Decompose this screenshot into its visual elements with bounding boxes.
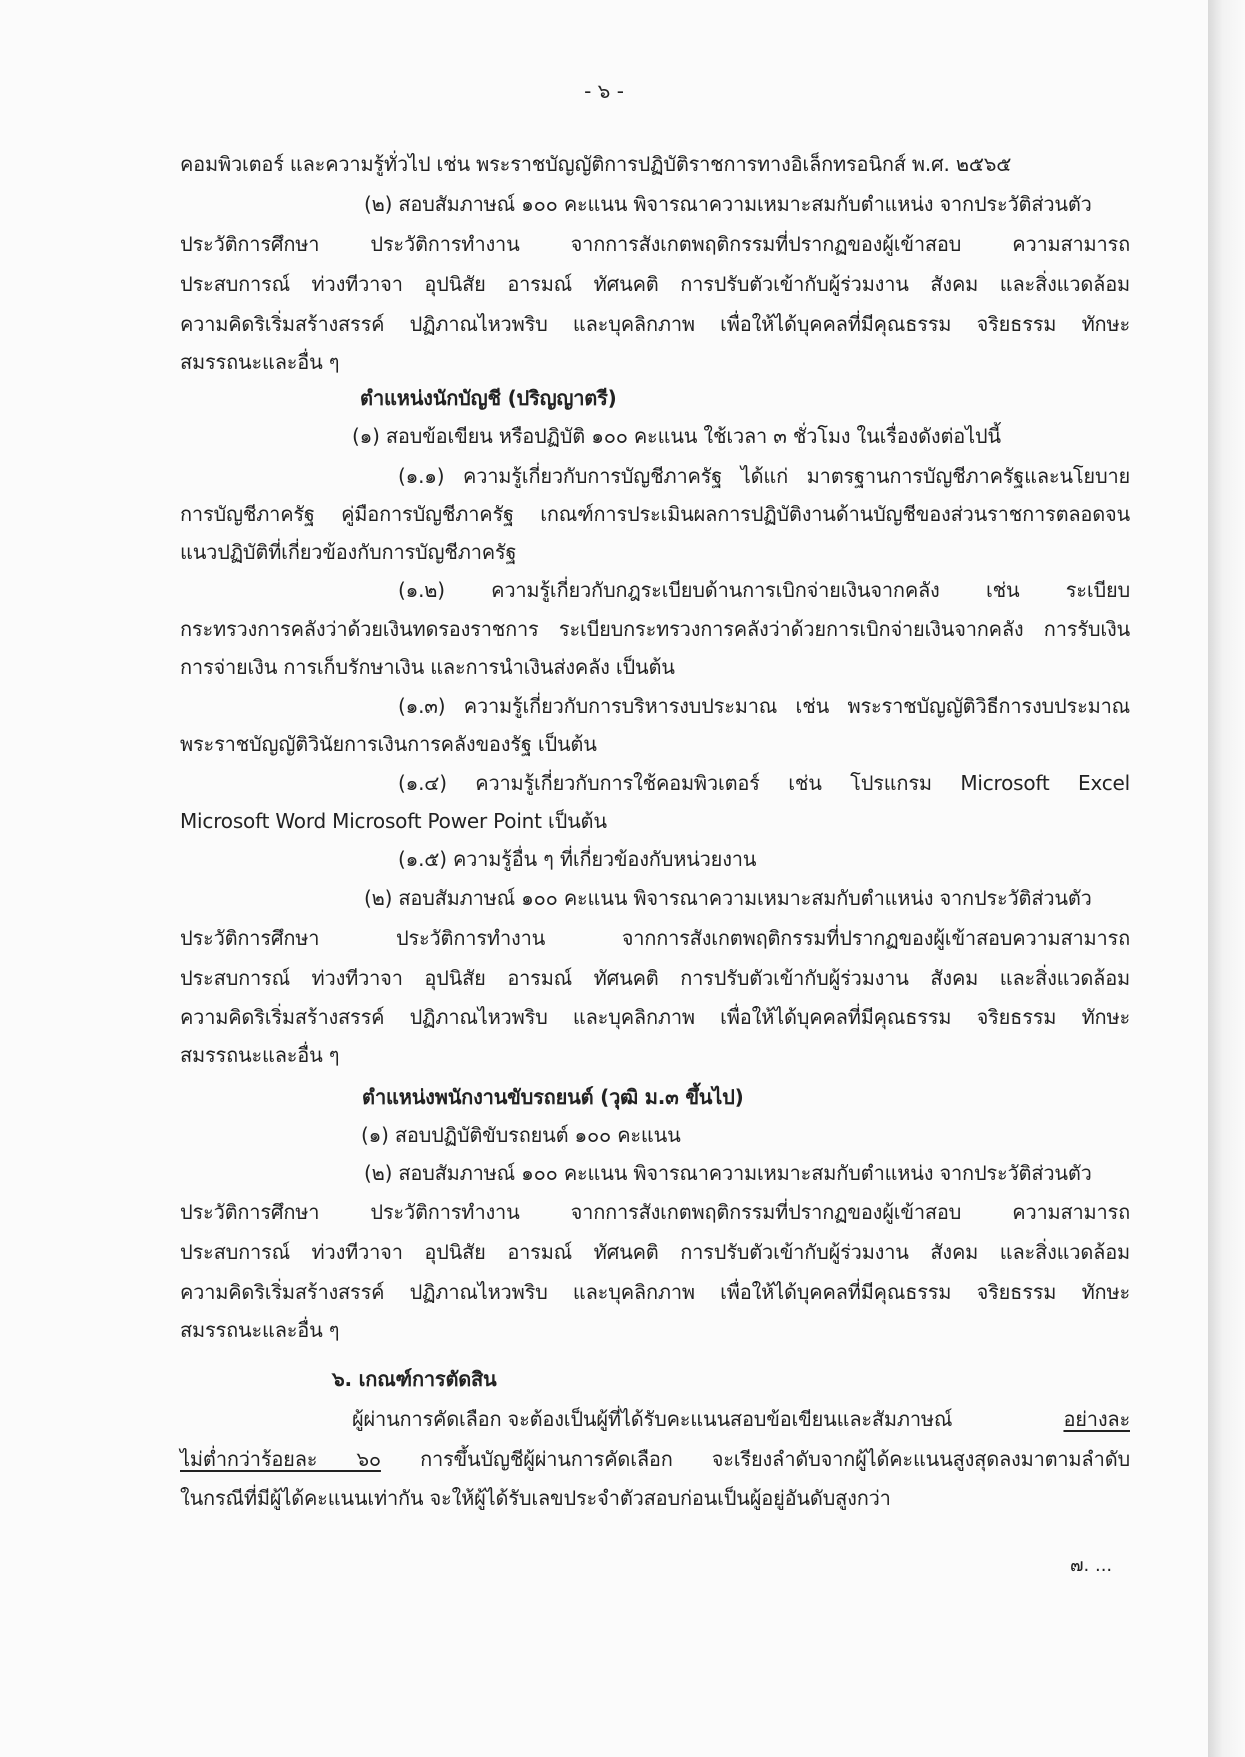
body-line: ประสบการณ์ ท่วงทีวาจา อุปนิสัย อารมณ์ ทัศนคติ การปรับตัวเข้ากับผู้ร่วมงาน สังคม และสิ่งแวดล้อม xyxy=(180,966,1130,990)
body-line: สมรรถนะและอื่น ๆ xyxy=(180,350,340,374)
body-line: Microsoft Word Microsoft Power Point เป็นต้น xyxy=(180,809,607,833)
item-driving-test: (๑) สอบปฏิบัติขับรถยนต์ ๑๐๐ คะแนน xyxy=(361,1123,681,1147)
section-heading-criteria: ๖. เกณฑ์การตัดสิน xyxy=(332,1367,497,1391)
page-number: - ๖ - xyxy=(584,79,624,103)
body-line: การบัญชีภาครัฐ คู่มือการบัญชีภาครัฐ เกณฑ์การประเมินผลการปฏิบัติงานด้านบัญชีของส่วนราชการตลอดจน xyxy=(180,502,1130,526)
body-line: ประวัติการศึกษา ประวัติการทำงาน จากการสังเกตพฤติกรรมที่ปรากฏของผู้เข้าสอบความสามารถ xyxy=(180,926,1130,950)
next-page-marker: ๗. ... xyxy=(1070,1555,1113,1576)
subitem-1-2: (๑.๒) ความรู้เกี่ยวกับกฎระเบียบด้านการเบิกจ่ายเงินจากคลัง เช่น ระเบียบ xyxy=(398,578,1130,602)
subitem-1-3: (๑.๓) ความรู้เกี่ยวกับการบริหารงบประมาณ เช่น พระราชบัญญัติวิธีการงบประมาณ xyxy=(398,694,1130,718)
body-line: ความคิดริเริ่มสร้างสรรค์ ปฏิภาณไหวพริบ และบุคลิกภาพ เพื่อให้ได้บุคคลที่มีคุณธรรม จริยธรรม ทักษะ xyxy=(180,312,1130,336)
body-line: การจ่ายเงิน การเก็บรักษาเงิน และการนำเงินส่งคลัง เป็นต้น xyxy=(180,655,675,679)
body-line: ประสบการณ์ ท่วงทีวาจา อุปนิสัย อารมณ์ ทัศนคติ การปรับตัวเข้ากับผู้ร่วมงาน สังคม และสิ่งแวดล้อม xyxy=(180,272,1130,296)
criteria-text: ผู้ผ่านการคัดเลือก จะต้องเป็นผู้ที่ได้รับคะแนนสอบข้อเขียนและสัมภาษณ์ xyxy=(352,1407,953,1431)
body-line: พระราชบัญญัติวินัยการเงินการคลังของรัฐ เป็นต้น xyxy=(180,732,597,756)
criteria-line-1 xyxy=(352,1404,1130,1434)
item-interview-heading: (๒) สอบสัมภาษณ์ ๑๐๐ คะแนน พิจารณาความเหมาะสมกับตำแหน่ง จากประวัติส่วนตัว xyxy=(364,192,1092,216)
body-line: ความคิดริเริ่มสร้างสรรค์ ปฏิภาณไหวพริบ และบุคลิกภาพ เพื่อให้ได้บุคคลที่มีคุณธรรม จริยธรรม ทักษะ xyxy=(180,1280,1130,1304)
body-line: ในกรณีที่มีผู้ได้คะแนนเท่ากัน จะให้ผู้ได้รับเลขประจำตัวสอบก่อนเป็นผู้อยู่อันดับสูงกว่า xyxy=(180,1486,891,1510)
criteria-line-2 xyxy=(180,1444,1130,1474)
body-line: กระทรวงการคลังว่าด้วยเงินทดรองราชการ ระเบียบกระทรวงการคลังว่าด้วยการเบิกจ่ายเงินจากคลัง การรับเงิน xyxy=(180,617,1130,641)
underlined-text: ไม่ต่ำกว่าร้อยละ ๖๐ xyxy=(180,1447,381,1471)
body-line: ประสบการณ์ ท่วงทีวาจา อุปนิสัย อารมณ์ ทัศนคติ การปรับตัวเข้ากับผู้ร่วมงาน สังคม และสิ่งแวดล้อม xyxy=(180,1240,1130,1264)
subitem-1-1: (๑.๑) ความรู้เกี่ยวกับการบัญชีภาครัฐ ได้แก่ มาตรฐานการบัญชีภาครัฐและนโยบาย xyxy=(398,464,1130,488)
body-line: สมรรถนะและอื่น ๆ xyxy=(180,1318,340,1342)
criteria-text: การขึ้นบัญชีผู้ผ่านการคัดเลือก จะเรียงลำดับจากผู้ได้คะแนนสูงสุดลงมาตามลำดับ xyxy=(380,1447,1130,1471)
subitem-1-5: (๑.๕) ความรู้อื่น ๆ ที่เกี่ยวข้องกับหน่วยงาน xyxy=(398,847,757,871)
section-heading-accountant: ตำแหน่งนักบัญชี (ปริญญาตรี) xyxy=(360,386,617,410)
body-line: สมรรถนะและอื่น ๆ xyxy=(180,1043,340,1067)
subitem-1-4: (๑.๔) ความรู้เกี่ยวกับการใช้คอมพิวเตอร์ เช่น โปรแกรม Microsoft Excel xyxy=(398,771,1130,795)
body-line: ประวัติการศึกษา ประวัติการทำงาน จากการสังเกตพฤติกรรมที่ปรากฏของผู้เข้าสอบ ความสามารถ xyxy=(180,1200,1130,1224)
body-line: ความคิดริเริ่มสร้างสรรค์ ปฏิภาณไหวพริบ และบุคลิกภาพ เพื่อให้ได้บุคคลที่มีคุณธรรม จริยธรรม ทักษะ xyxy=(180,1005,1130,1029)
item-written-exam: (๑) สอบข้อเขียน หรือปฏิบัติ ๑๐๐ คะแนน ใช้เวลา ๓ ชั่วโมง ในเรื่องดังต่อไปนี้ xyxy=(352,424,1001,448)
body-line: ประวัติการศึกษา ประวัติการทำงาน จากการสังเกตพฤติกรรมที่ปรากฏของผู้เข้าสอบ ความสามารถ xyxy=(180,232,1130,256)
scan-edge-shadow xyxy=(1208,0,1245,1757)
section-heading-driver: ตำแหน่งพนักงานขับรถยนต์ (วุฒิ ม.๓ ขึ้นไป) xyxy=(362,1085,744,1109)
body-line: คอมพิวเตอร์ และความรู้ทั่วไป เช่น พระราชบัญญัติการปฏิบัติราชการทางอิเล็กทรอนิกส์ พ.ศ. ๒๕๖๕ xyxy=(180,152,1012,176)
body-line: แนวปฏิบัติที่เกี่ยวข้องกับการบัญชีภาครัฐ xyxy=(180,540,517,564)
item-interview-heading: (๒) สอบสัมภาษณ์ ๑๐๐ คะแนน พิจารณาความเหมาะสมกับตำแหน่ง จากประวัติส่วนตัว xyxy=(364,1161,1092,1185)
item-interview-heading: (๒) สอบสัมภาษณ์ ๑๐๐ คะแนน พิจารณาความเหมาะสมกับตำแหน่ง จากประวัติส่วนตัว xyxy=(364,886,1092,910)
underlined-text: อย่างละ xyxy=(1063,1407,1130,1431)
